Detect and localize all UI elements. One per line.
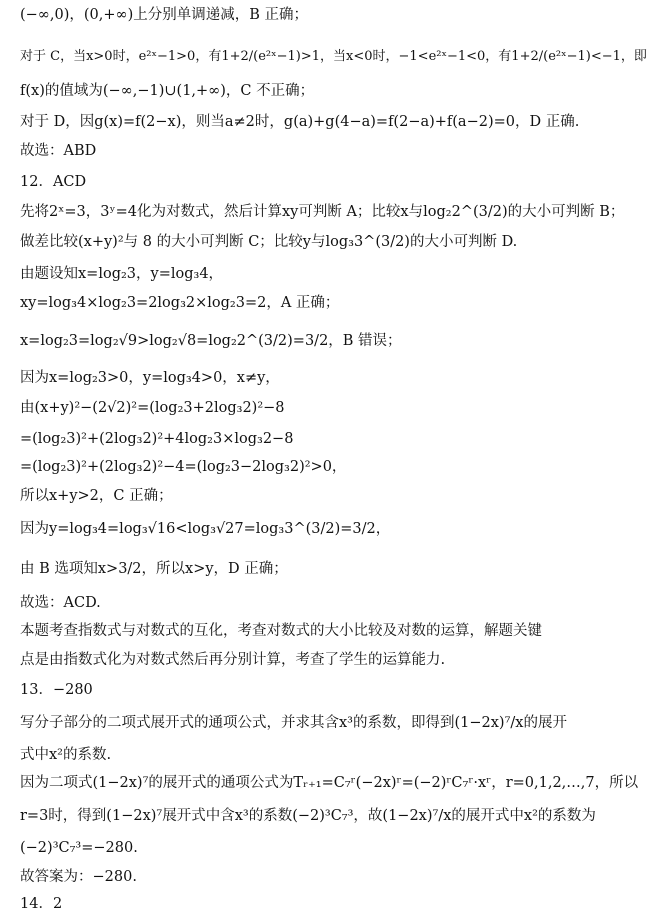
- text-line: 故答案为：−280.: [20, 869, 137, 885]
- text-line: 由题设知x=log₂3，y=log₃4，: [20, 266, 224, 282]
- text-line: 故选：ACD.: [20, 595, 101, 611]
- text-line: 故选：ABD: [20, 143, 97, 159]
- text-line: 先将2ˣ=3，3ʸ=4化为对数式，然后计算xy可判断 A；比较x与log₂2^(3/2)的大小可判断 B；: [20, 204, 625, 220]
- text-line: xy=log₃4×log₂3=2log₃2×log₂3=2，A 正确；: [20, 295, 340, 311]
- text-line: 本题考查指数式与对数式的互化，考查对数式的大小比较及对数的运算，解题关键: [20, 623, 542, 639]
- text-line: r=3时，得到(1−2x)⁷展开式中含x³的系数(−2)³C₇³，故(1−2x)⁷/x的展开式中x²的系数为: [20, 808, 596, 824]
- text-line: 因为y=log₃4=log₃√16<log₃√27=log₃3^(3/2)=3/2，: [20, 521, 391, 537]
- text-line: 写分子部分的二项式展开式的通项公式，并求其含x³的系数，即得到(1−2x)⁷/x的展开: [20, 715, 567, 731]
- text-line: 因为x=log₂3>0，y=log₃4>0，x≠y，: [20, 370, 280, 386]
- text-line: 对于 D，因g(x)=f(2−x)，则当a≠2时，g(a)+g(4−a)=f(2−a)+f(a−2)=0，D 正确.: [20, 114, 580, 130]
- text-line: 式中x²的系数.: [20, 747, 112, 763]
- text-line: (−∞,0)，(0,+∞)上分别单调递减，B 正确；: [20, 7, 309, 23]
- text-line: 13．−280: [20, 682, 93, 698]
- text-line: 做差比较(x+y)²与 8 的大小可判断 C；比较y与log₃3^(3/2)的大小可判断 D.: [20, 234, 518, 250]
- text-line: 由 B 选项知x>3/2，所以x>y，D 正确；: [20, 561, 288, 577]
- text-line: 14．2: [20, 896, 63, 912]
- text-line: 由(x+y)²−(2√2)²=(log₂3+2log₃2)²−8: [20, 400, 285, 416]
- text-line: f(x)的值域为(−∞,−1)∪(1,+∞)，C 不正确；: [20, 83, 315, 99]
- text-line: (−2)³C₇³=−280.: [20, 840, 138, 856]
- text-line: x=log₂3=log₂√9>log₂√8=log₂2^(3/2)=3/2，B 错误；: [20, 333, 402, 349]
- text-line: 点是由指数式化为对数式然后再分别计算，考查了学生的运算能力.: [20, 652, 446, 668]
- text-line: =(log₂3)²+(2log₃2)²+4log₂3×log₃2−8: [20, 431, 294, 447]
- text-line: 12．ACD: [20, 174, 87, 190]
- text-line: 因为二项式(1−2x)⁷的展开式的通项公式为Tᵣ₊₁=C₇ʳ(−2x)ʳ=(−2)ʳC₇ʳ·xʳ，r=0,1,2,…,7，所以: [20, 775, 639, 791]
- text-line: =(log₂3)²+(2log₃2)²−4=(log₂3−2log₃2)²>0，: [20, 459, 347, 475]
- text-line: 所以x+y>2，C 正确；: [20, 488, 173, 504]
- text-line: 对于 C，当x>0时，e²ˣ−1>0，有1+2/(e²ˣ−1)>1，当x<0时，−1<e²ˣ−1<0，有1+2/(e²ˣ−1)<−1，即: [20, 49, 647, 64]
